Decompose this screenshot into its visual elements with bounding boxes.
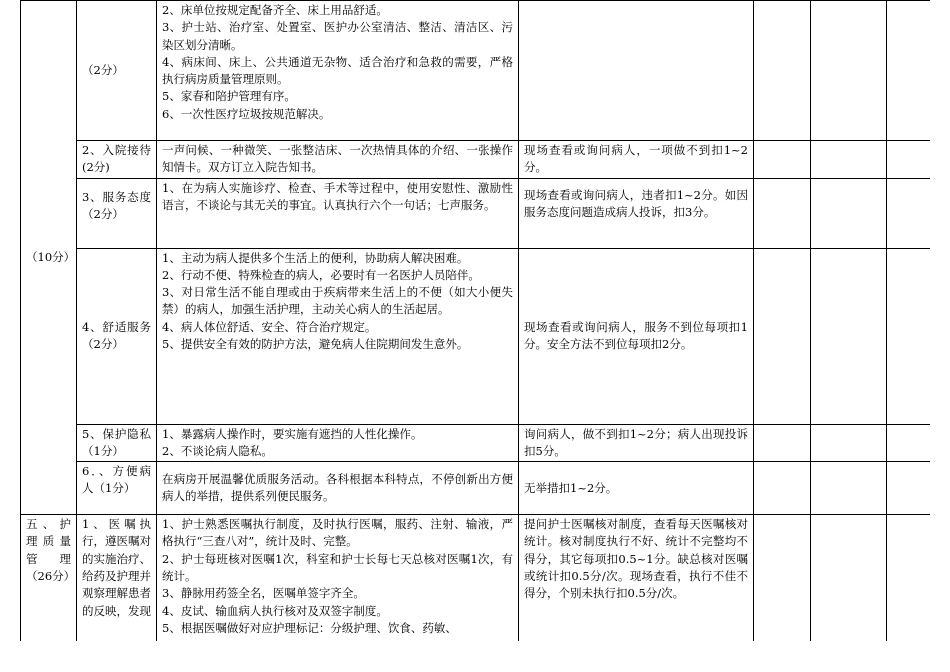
requirements-cell [157, 141, 519, 179]
item-text: 4、舒适服务（2分） [82, 319, 151, 352]
requirement-line: 3、对日常生活不能自理或由于疾病带来生活上的不便（如大小便失禁）的病人，加强生活护理，主动关心病人的生活起居。 [162, 285, 513, 317]
score-cell [754, 248, 811, 424]
method-text: 现场查看或询问病人，服务不到位每项扣1分。安全方法不到位每项扣2分。 [524, 319, 748, 352]
score-cell [754, 141, 811, 179]
score-cell [754, 178, 811, 248]
method-cell [519, 462, 754, 515]
requirement-line: 1、在为病人实施诊疗、检查、手术等过程中，使用安慰性、激励性语言，不谈论与其无关的事宜。认真执行六个一句话；七声服务。 [162, 180, 513, 212]
category-text: 五、护理质量管理（26分） [26, 517, 76, 584]
table-row [21, 141, 931, 179]
note-cell [887, 141, 931, 179]
requirement-line: 1、暴露病人操作时，要实施有遮挡的人性化操作。 [162, 426, 423, 441]
score-cell [754, 462, 811, 515]
item-text: （2分） [82, 62, 124, 77]
method-cell [519, 178, 754, 248]
deduction-cell [811, 141, 887, 179]
requirement-line: 2、床单位按规定配备齐全、床上用品舒适。 [162, 3, 388, 17]
deduction-cell [811, 462, 887, 515]
table-row [21, 248, 931, 424]
table-row [21, 462, 931, 515]
note-cell [887, 462, 931, 515]
table-row [21, 1, 931, 141]
item-text: 5、保护隐私（1分） [82, 426, 151, 458]
method-cell [519, 248, 754, 424]
note-cell [887, 515, 931, 641]
category-text: （10分） [26, 249, 76, 264]
method-text: 无举措扣1~2分。 [524, 480, 618, 495]
note-cell [887, 178, 931, 248]
nursing-quality-assessment-table [20, 0, 930, 641]
item-cell [77, 141, 157, 179]
requirements-cell [157, 515, 519, 641]
requirement-line: 在病房开展温馨优质服务活动。各科根据本科特点，不停创新出方便病人的举措，提供系列便民服务。 [162, 471, 513, 504]
method-cell [519, 141, 754, 179]
item-cell [77, 424, 157, 462]
category-cell [21, 515, 77, 641]
requirement-line: 4、皮试、输血病人执行核对及双签字制度。 [162, 603, 388, 618]
category-cell [21, 1, 77, 515]
deduction-cell [811, 178, 887, 248]
item-text: 6．、方便病人（1分） [82, 464, 151, 496]
requirements-cell [157, 178, 519, 248]
requirement-line: 3、静脉用药签全名，医嘱单签字齐全。 [162, 586, 365, 601]
requirement-line: 4、病人体位舒适、安全、符合治疗规定。 [162, 319, 377, 334]
note-cell [887, 248, 931, 424]
item-cell [77, 1, 157, 141]
requirement-line: 1、主动为病人提供多个生活上的便利，协助病人解决困难。 [162, 250, 469, 265]
requirement-line: 5、提供安全有效的防护方法，避免病人住院期间发生意外。 [162, 337, 469, 352]
score-cell [754, 1, 811, 141]
method-cell [519, 515, 754, 641]
requirement-line: 2、护士每班核对医嘱1次，科室和护士长每七天总核对医嘱1次，有统计。 [162, 551, 513, 584]
score-cell [754, 515, 811, 641]
table-row [21, 424, 931, 462]
requirement-line: 4、病床间、床上、公共通道无杂物、适合治疗和急救的需要，严格执行病房质量管理原则。 [162, 54, 513, 87]
item-text: 2、入院接待(2分) [82, 143, 151, 175]
requirement-line: 1、护士熟悉医嘱执行制度，及时执行医嘱，服药、注射、输液，严格执行“三查八对”，统计及时、完整。 [162, 517, 513, 549]
requirement-line: 6、一次性医疗垃圾按规范解决。 [162, 106, 331, 121]
item-text: 3、服务态度（2分） [82, 189, 151, 221]
requirements-cell [157, 462, 519, 515]
method-cell [519, 424, 754, 462]
requirements-cell [157, 1, 519, 141]
method-cell [519, 1, 754, 141]
requirement-line: 5、根据医嘱做好对应护理标记：分级护理、饮食、药敏、 [162, 620, 457, 635]
method-text: 现场查看或询问病人，一项做不到扣1~2分。 [524, 143, 748, 175]
method-text: 询问病人，做不到扣1~2分；病人出现投诉扣5分。 [524, 426, 748, 458]
requirements-cell [157, 248, 519, 424]
note-cell [887, 424, 931, 462]
method-text: 提问护士医嘱核对制度，查看每天医嘱核对统计。核对制度执行不好、统计不完整均不得分，其它每项扣0.5~1分。缺总核对医嘱或统计扣0.5分/次。现场查看，执行不佳不得分，个别未执行扣0.5分/次。 [524, 517, 748, 601]
item-text: 1、医嘱执行，遵医嘱对的实施治疗、给药及护理并观察理解患者的反映，发现 [82, 517, 151, 618]
note-cell [887, 1, 931, 141]
item-cell [77, 248, 157, 424]
requirement-line: 5、家春和陪护管理有序。 [162, 89, 296, 104]
item-cell [77, 178, 157, 248]
method-text: 现场查看或询问病人，违者扣1~2分。如因服务态度问题造成病人投诉，扣3分。 [524, 187, 748, 219]
requirements-cell [157, 424, 519, 462]
table-row [21, 515, 931, 641]
requirement-line: 2、行动不便、特殊检查的病人，必要时有一名医护人员陪伴。 [162, 267, 480, 282]
item-cell [77, 515, 157, 641]
deduction-cell [811, 424, 887, 462]
deduction-cell [811, 1, 887, 141]
deduction-cell [811, 515, 887, 641]
requirement-line: 2、不谈论病人隐私。 [162, 443, 273, 458]
requirement-line: 一声问候、一种微笑、一张整洁床、一次热情具体的介绍、一张操作知情卡。双方订立入院告知书。 [162, 143, 513, 175]
item-cell [77, 462, 157, 515]
score-cell [754, 424, 811, 462]
requirement-line: 3、护士站、治疗室、处置室、医护办公室清洁、整洁、清洁区、污染区划分清晰。 [162, 20, 513, 52]
table-row [21, 178, 931, 248]
deduction-cell [811, 248, 887, 424]
assessment-table-page [20, 0, 930, 641]
